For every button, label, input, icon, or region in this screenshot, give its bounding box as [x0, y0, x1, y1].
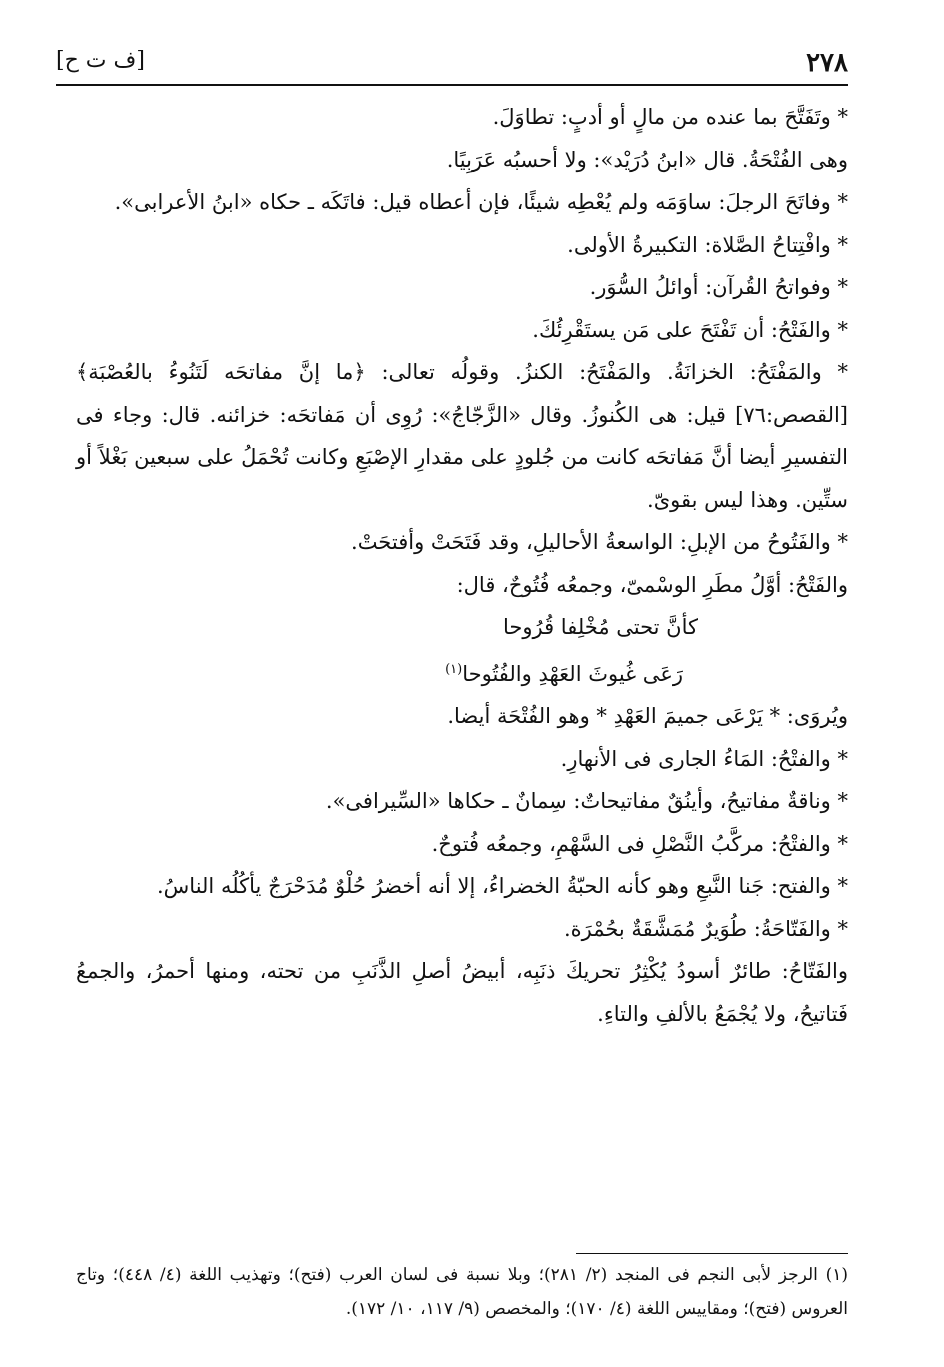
entry-yurwa: ويُروَى: * يَرْعَى جميمَ العَهْدِ * وهو الفُتْحَة أيضا.	[447, 704, 848, 728]
entry-fath-water: * والفتْحُ: المَاءُ الجارى فى الأنهارِ.	[560, 746, 848, 771]
entry-fatuh: * والفَتُوحُ من الإبلِ: الواسعةُ الأحاليلِ، وقد فَتَحَتْ وأفتحَتْ.	[351, 530, 848, 554]
entry-fath-arrow: * والفتْحُ: مركَّبُ النَّصْلِ فى السَّهْمِ، وجمعُه فُتوحٌ.	[431, 831, 848, 856]
entry-fattah: والفَتّاحُ: طائرٌ أسودُ يُكْثِرُ تحريكَ ذنَبِه، أبيضُ أصلِ الذَّنَبِ من تحته، ومنها أحمرُ، والجمعُ فَتاتيحُ، ولا يُجْمَعُ بالألفِ والتاءِ.	[76, 959, 848, 1026]
footnotes	[76, 1258, 848, 1326]
main-text	[76, 96, 848, 1035]
footnote-divider	[576, 1253, 848, 1254]
header-divider	[56, 84, 848, 86]
verse-line-2-text: رَعَى غُيوثَ العَهْدِ والفُتُوحا	[462, 661, 683, 686]
page-number: ٢٧٨	[806, 48, 848, 78]
page-header	[56, 48, 848, 88]
entry-fattaha: * والفَتّاحَةُ: طُوَيرٌ مُمَشَّقَةٌ بحُمْرَة.	[563, 916, 848, 941]
entry-iftitah: * وافْتِتاحُ الصَّلاة: التكبيرةُ الأولى.	[567, 232, 848, 257]
verse-line-2	[76, 649, 848, 696]
entry-fath: * والفَتْحُ: أن تَفْتَحَ على مَن يستَقْرِئُكَ.	[532, 317, 848, 342]
entry-futha: وهى الفُتْحَةُ. قال «ابنُ دُرَيْد»: ولا أحسبُه عَرَبِيًا.	[446, 147, 848, 172]
entry-tafattaha: * وتَفَتَّحَ بما عنده من مالٍ أو أدبٍ: تطاوَلَ.	[492, 105, 848, 129]
entry-fawatih: * وفواتحُ القُرآن: أوائلُ السُّوَر.	[589, 275, 848, 299]
footnote-ref: (١)	[445, 661, 463, 677]
entry-miftah: * والمَفْتَحُ: الخزانَةُ. والمَفْتَحُ: الكنزُ. وقولُه تعالى: ﴿ما إنَّ مفاتحَه لَتَنُوءُ بالعُصْبَة﴾ [القصص:٧٦] قيل: هى الكُنوزُ. وقال «الزَّجّاجُ»: رُوِى أن مَفاتحَه: خزائنه. قال: وجاء فى التفسيرِ أيضا أنَّ مَفاتحَه كانت من جُلودٍ على مقدارِ الإصْبَعِ وكانت تُحْمَلُ على سبعين بَغْلاً أو ستِّين. وهذا ليس بقوىّ.	[76, 360, 848, 512]
entry-fath-fruit: * والفتح: جَنا النَّبعِ وهو كأنه الحبّةُ الخضراءُ، إلا أنه أخضرُ حُلْوٌ مُدَحْرَجٌ يأكُلُه الناسُ.	[156, 874, 848, 898]
entry-fath-rain: والفَتْحُ: أوَّلُ مطَرِ الوسْمىّ، وجمعُه فُتُوحٌ، قال:	[456, 572, 848, 597]
entry-mafatih: * وناقةٌ مفاتيحُ، وأينُقٌ مفاتيحاتٌ: سِمانٌ ـ حكاها «السِّيرافى».	[325, 789, 848, 813]
verse-line-1: كأنَّ تحتى مُخْلِفا قُرُوحا	[502, 615, 698, 639]
entry-fataha: * وفاتَحَ الرجلَ: ساوَمَه ولم يُعْطِه شيئًا، فإن أعطاه قيل: فاتَكَه ـ حكاه «ابنُ الأعرابى».	[114, 190, 848, 214]
root-section-tag: [ف ت ح]	[56, 48, 145, 73]
footnote-1: (١) الرجز لأبى النجم فى المنجد (٢/ ٢٨١)؛ وبلا نسبة فى لسان العرب (فتح)؛ وتهذيب اللغة (٤/ ٤٤٨)؛ وتاج العروس (فتح)؛ ومقاييس اللغة (٤/ ١٧٠)؛ والمخصص (٩/ ١١٧، ١٠/ ١٧٢).	[76, 1265, 848, 1319]
